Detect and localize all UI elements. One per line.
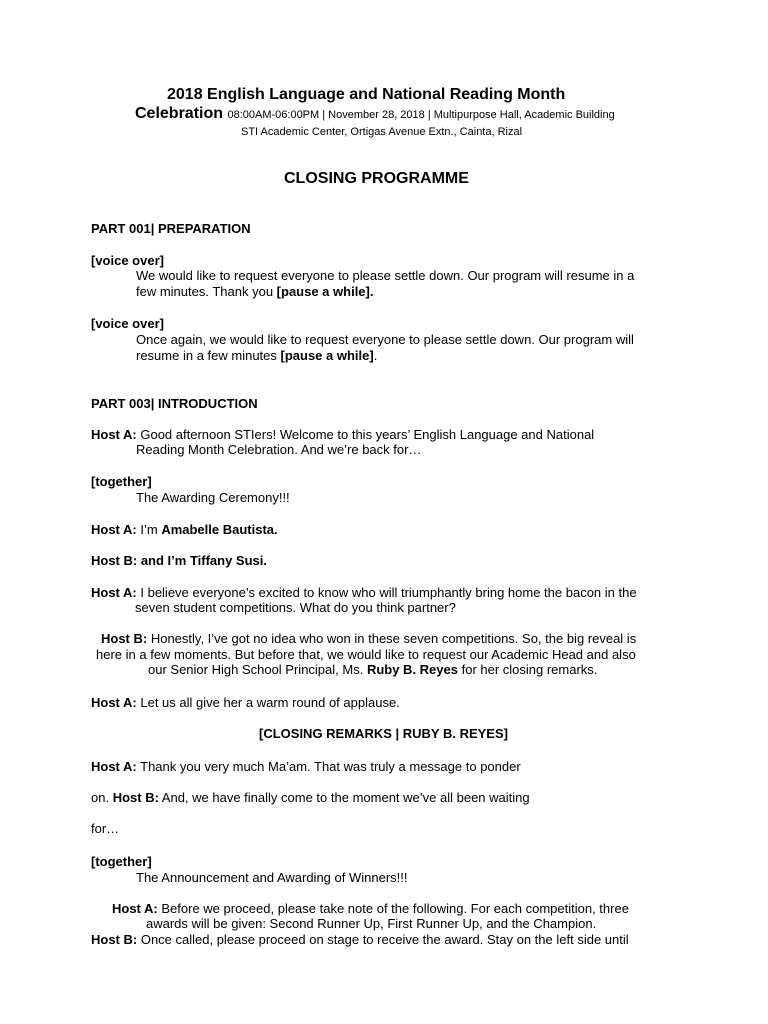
event-details-line2: STI Academic Center, Ortigas Avenue Extn., Cainta, Rizal <box>241 126 523 138</box>
script-line: Host A: Let us all give her a warm round of applause. <box>91 695 400 710</box>
together-text: The Announcement and Awarding of Winners!!! <box>136 870 408 885</box>
script-line: our Senior High School Principal, Ms. Ruby B. Reyes for her closing remarks. <box>148 662 598 677</box>
script-line: Host B: Honestly, I’ve got no idea who won in these seven competitions. So, the big reveal is <box>101 631 637 646</box>
part3-title: PART 003| INTRODUCTION <box>91 396 258 411</box>
speaker-label: Host A: <box>112 901 158 916</box>
voice-over-text: We would like to request everyone to please settle down. Our program will resume in a <box>136 268 635 283</box>
voice-over-text: resume in a few minutes [pause a while]. <box>136 348 378 363</box>
voice-over-tag: [voice over] <box>91 253 164 268</box>
speaker-label: Host A: <box>91 427 137 442</box>
speaker-label: Host A: <box>91 585 137 600</box>
script-line: Host B: and I’m Tiffany Susi. <box>91 553 268 568</box>
closing-remarks-cue: [CLOSING REMARKS | RUBY B. REYES] <box>259 726 508 741</box>
script-line: awards will be given: Second Runner Up, First Runner Up, and the Champion. <box>146 916 597 931</box>
event-title-line1: 2018 English Language and National Reading Month <box>167 86 566 103</box>
speaker-label: Host A: <box>91 759 137 774</box>
script-line: Host A: Before we proceed, please take note of the following. For each competition, three <box>112 901 629 916</box>
speaker-label: Host A: <box>91 522 137 537</box>
script-line: Host A: Thank you very much Ma’am. That was truly a message to ponder <box>91 759 521 774</box>
speaker-label: Host B: <box>112 790 159 805</box>
voice-over-tag: [voice over] <box>91 316 164 331</box>
together-tag: [together] <box>91 474 152 489</box>
script-line: Host A: I’m Amabelle Bautista. <box>91 522 278 537</box>
script-line: Host A: Good afternoon STIers! Welcome to this years’ English Language and National <box>91 427 595 442</box>
event-title-celebration: Celebration <box>135 105 224 122</box>
script-line: Host A: I believe everyone’s excited to know who will triumphantly bring home the bacon in the <box>91 585 637 600</box>
script-line: Host B: Once called, please proceed on stage to receive the award. Stay on the left side until <box>91 932 629 947</box>
script-line: here in a few moments. But before that, we would like to request our Academic Head and also <box>96 647 636 662</box>
together-tag: [together] <box>91 854 152 869</box>
programme-heading: CLOSING PROGRAMME <box>284 170 469 187</box>
together-text: The Awarding Ceremony!!! <box>136 490 290 505</box>
voice-over-text: few minutes. Thank you [pause a while]. <box>136 284 374 299</box>
event-title-line2 <box>135 105 615 125</box>
voice-over-text: Once again, we would like to request everyone to please settle down. Our program will <box>136 332 634 347</box>
script-line: seven student competitions. What do you think partner? <box>135 600 456 615</box>
script-line: Reading Month Celebration. And we’re back for… <box>136 442 422 457</box>
script-line: for… <box>91 821 120 836</box>
speaker-label: Host B: <box>91 932 138 947</box>
event-details-line1: 08:00AM-06:00PM | November 28, 2018 | Multipurpose Hall, Academic Building <box>227 109 615 121</box>
script-line: on. Host B: And, we have finally come to the moment we’ve all been waiting <box>91 790 530 805</box>
speaker-label: Host A: <box>91 695 137 710</box>
part1-title: PART 001| PREPARATION <box>91 221 251 236</box>
speaker-label: Host B: <box>101 631 148 646</box>
